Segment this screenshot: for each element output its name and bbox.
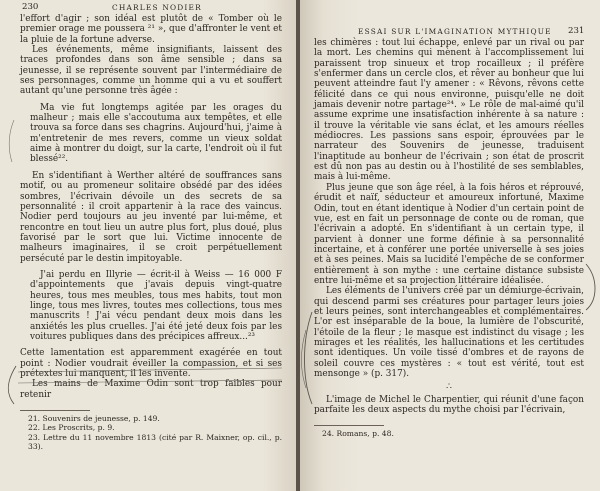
block-quote: Ma vie fut longtemps agitée par les orages du malheur ; mais elle s'accoutuma aux tempêtes, et elle trouva sa force dans ses chagrins. Aujourd'hui, j'aime à m'entretenir de mes revers, comme un vieux soldat aime à montrer du doigt, sur la carte, l'endroit où il fut blessé²².: [30, 102, 282, 165]
paragraph: Les mains de Maxime Odin sont trop faibles pour retenir: [20, 379, 282, 400]
left-page-text: [20, 14, 282, 452]
left-page: [0, 0, 298, 491]
footnote: 24. Romans, p. 48.: [322, 429, 394, 439]
paragraph: Les événements, même insignifiants, laissent des traces profondes dans son âme sensible ; dans sa jeunesse, il se représente souvent par l'intermédiaire de ses personnages, comme un homme qui a vu et souffert autant qu'une personne très âgée :: [20, 45, 282, 97]
right-page: [300, 0, 600, 491]
paragraph: Cette lamentation est apparemment exagérée en tout point : Nodier voudrait éveiller la compassion, et si ses prétextes lui manquent, il les invente.: [20, 348, 282, 379]
paragraph: En s'identifiant à Werther altéré de souffrances sans motif, ou au promeneur solitaire obsédé par des idées sombres, l'écrivain dévoile un des secrets de sa personnalité : il croit appartenir à la race des vaincus. Nodier perd toujours au jeu inventé par lui-même, et rencontre en tout lieu un autre plus fort, plus doué, plus favorisé par le sort que lui. Victime innocente de malheurs imaginaires, il se croit perpétuellement persécuté par le destin impitoyable.: [20, 170, 282, 264]
section-separator: ∴: [446, 382, 452, 393]
block-quote: J'ai perdu en Illyrie — écrit-il à Weiss — 16 000 F d'appointements que j'avais depuis vingt-quatre heures, tous mes meubles, tous mes habits, tout mon linge, tous mes livres, toutes mes collections, tous mes manuscrits ! J'ai vécu pendant deux mois dans les anxiétés les plus cruelles. J'ai été jeté deux fois par les voitures publiques dans des précipices affreux...²³: [30, 269, 282, 342]
footnote: 22. Les Proscrits, p. 9.: [28, 423, 115, 433]
paragraph: les chimères : tout lui échappe, enlevé par un rival ou par la mort. Les chemins qui mènent à l'accomplissement lui paraissent trop sinueux et trop rocailleux ; il préfère s'enfermer dans un cercle clos, et rêver au bonheur que lui peuvent atteindre faut l'y amener : « Rêvons, rêvons cette félicité dans ce qui nous environne, puisqu'elle ne doit jamais devenir notre partage²⁴. » Le rôle de mal-aimé qu'il assume exprime une insatisfaction inhérente à sa nature : il trouve la véritable vie sans éclat, et les amours réelles médiocres. Les passions sans espoir, éprouvées par le narrateur des Souvenirs de jeunesse, traduisent l'inaptitude au bonheur de l'écrivain ; son état de proscrit est dû non pas au destin ou à l'hostilité de ses semblables, mais à lui-même.: [314, 38, 584, 183]
right-page-text: [314, 38, 584, 439]
footnote: 23. Lettre du 11 novembre 1813 (cité par R. Maixner, op. cil., p. 33).: [28, 432, 282, 452]
paragraph: Les éléments de l'univers créé par un démiurge-écrivain, qui descend parmi ses créatures pour partager leurs joies et leurs peines, sont interchangeables et complémentaires. L'or est inséparable de la boue, la lumière de l'obscurité, l'étoile de la fleur ; le masque est indistinct du visage ; les mirages et les réalités, les hallucinations et les certitudes sont identiques. Un voile tissé d'ombres et de rayons de soleil couvre ces mystères : « tout est vérité, tout est mensonge » (p. 317).: [314, 286, 584, 379]
paragraph: L'image de Michel le Charpentier, qui réunit d'une façon parfaite les deux aspects du mythe choisi par l'écrivain,: [314, 394, 584, 416]
footnote-rule: [314, 425, 384, 426]
paragraph: Plus jeune que son âge réel, à la fois héros et réprouvé, érudit et naïf, séducteur et amoureux infortuné, Maxime Odin, tout en étant identique à Nodier d'un certain point de vue, est en fait un personnage de conte ou de roman, que l'écrivain a adopté. En s'identifiant à un certain type, il parvient à donner une forme définie à sa personnalité incertaine, et à conférer une portée universelle à ses joies et à ses peines. Mais sa lucidité l'empêche de se conformer entièrement à son mythe : une certaine distance subsiste entre lui-même et sa projection littéraire idéalisée.: [314, 182, 584, 286]
running-head: CHARLES NODIER: [112, 3, 202, 12]
running-head: ESSAI SUR L'IMAGINATION MYTHIQUE: [358, 27, 552, 36]
page-number: 230: [22, 2, 39, 12]
paragraph: l'effort d'agir ; son idéal est plutôt de « Tomber où le premier orage me poussera ²¹ », que d'affronter le vent et la pluie de la fortune adverse.: [20, 14, 282, 45]
page-number: 231: [568, 26, 585, 36]
footnote-rule: [20, 410, 90, 411]
footnote: 21. Souvenirs de jeunesse, p. 149.: [28, 414, 160, 424]
